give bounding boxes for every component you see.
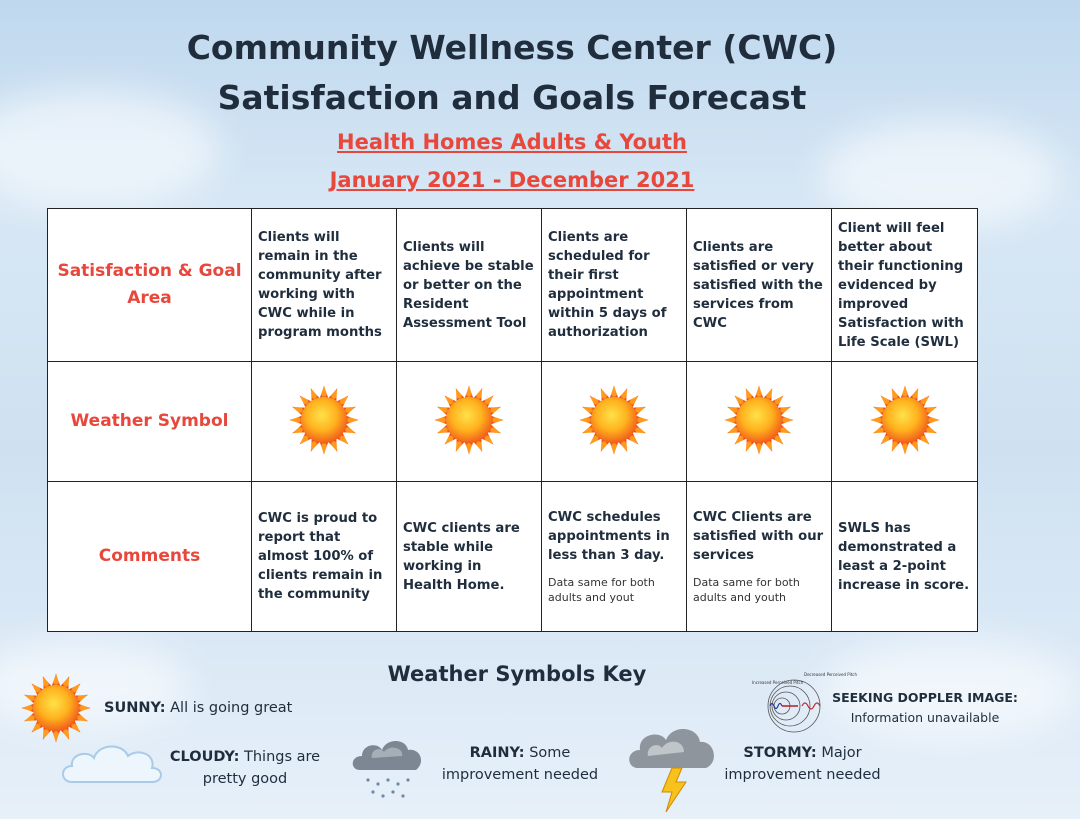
comment-cell	[397, 482, 542, 632]
doppler-legend-decreased: Decreased Perceived Pitch	[804, 672, 857, 677]
symbol-cell	[832, 362, 978, 482]
key-doppler-label: SEEKING DOPPLER IMAGE:	[832, 690, 1018, 705]
key-sunny-label: SUNNY:	[104, 700, 166, 716]
key-stormy-label: STORMY:	[743, 745, 817, 761]
goal-cell: Client will feel better about their functioning evidenced by improved Satisfaction with Life Scale (SWL)	[832, 209, 978, 362]
doppler-icon	[752, 668, 857, 732]
key-cloudy-desc: Things are	[244, 749, 321, 765]
symbol-cell	[542, 362, 687, 482]
subtitle-date-range: January 2021 - December 2021	[329, 168, 695, 192]
sunny-icon	[288, 384, 360, 456]
goal-cell: Clients will remain in the community after working with CWC while in program months	[252, 209, 397, 362]
sunny-icon	[723, 384, 795, 456]
doppler-legend-increased: Increased Perceived Pitch	[752, 680, 804, 685]
key-cloudy	[165, 746, 325, 790]
key-cloudy-desc2: pretty good	[202, 771, 288, 787]
row-header-weather-symbol: Weather Symbol	[48, 362, 252, 482]
table-row-goals	[48, 209, 978, 362]
key-rainy-desc: Some	[529, 745, 571, 761]
key-title: Weather Symbols Key	[387, 662, 647, 686]
symbol-cell	[252, 362, 397, 482]
key-sunny	[104, 697, 292, 719]
comment-text: CWC schedules appointments in less than 3 day.	[548, 510, 670, 563]
forecast-table	[47, 208, 978, 632]
goal-cell: Clients will achieve be stable or better on the Resident Assessment Tool	[397, 209, 542, 362]
sunny-icon	[869, 384, 941, 456]
goal-cell: Clients are satisfied or very satisfied with the services from CWC	[687, 209, 832, 362]
key-stormy-desc2: improvement needed	[724, 767, 881, 783]
key-rainy-label: RAINY:	[469, 745, 525, 761]
key-stormy	[715, 742, 890, 786]
comment-note: Data same for both adults and youth	[693, 576, 800, 604]
goal-cell: Clients are scheduled for their first appointment within 5 days of authorization	[542, 209, 687, 362]
key-stormy-desc: Major	[821, 745, 862, 761]
key-sunny-desc: All is going great	[170, 700, 293, 716]
storm-cloud-icon	[628, 722, 718, 814]
table-row-symbols	[48, 362, 978, 482]
page-title-line1: Community Wellness Center (CWC)	[186, 28, 838, 67]
comment-cell	[832, 482, 978, 632]
comment-cell	[687, 482, 832, 632]
key-doppler-desc: Information unavailable	[850, 710, 1000, 725]
row-header-goal-area: Satisfaction & Goal Area	[48, 209, 252, 362]
row-header-comments: Comments	[48, 482, 252, 632]
comment-text: CWC Clients are satisfied with our services	[693, 510, 824, 563]
subtitle-program: Health Homes Adults & Youth	[337, 130, 687, 154]
key-doppler	[830, 688, 1020, 728]
symbol-cell	[687, 362, 832, 482]
comment-text: CWC clients are stable while working in Health Home.	[403, 520, 520, 593]
rain-cloud-icon	[350, 730, 426, 806]
page-title-line2: Satisfaction and Goals Forecast	[217, 78, 807, 117]
symbol-cell	[397, 362, 542, 482]
table-row-comments	[48, 482, 978, 632]
comment-cell	[542, 482, 687, 632]
key-cloudy-label: CLOUDY:	[169, 749, 240, 765]
comment-cell	[252, 482, 397, 632]
sunny-icon	[20, 672, 92, 744]
comment-note: Data same for both adults and yout	[548, 576, 655, 604]
sunny-icon	[433, 384, 505, 456]
key-rainy-desc2: improvement needed	[441, 767, 599, 783]
cloud-icon	[58, 738, 168, 786]
sunny-icon	[578, 384, 650, 456]
key-rainy	[430, 742, 610, 786]
comment-text: SWLS has demonstrated a least a 2-point increase in score.	[838, 520, 970, 593]
comment-text: CWC is proud to report that almost 100% of clients remain in the community	[258, 511, 383, 602]
